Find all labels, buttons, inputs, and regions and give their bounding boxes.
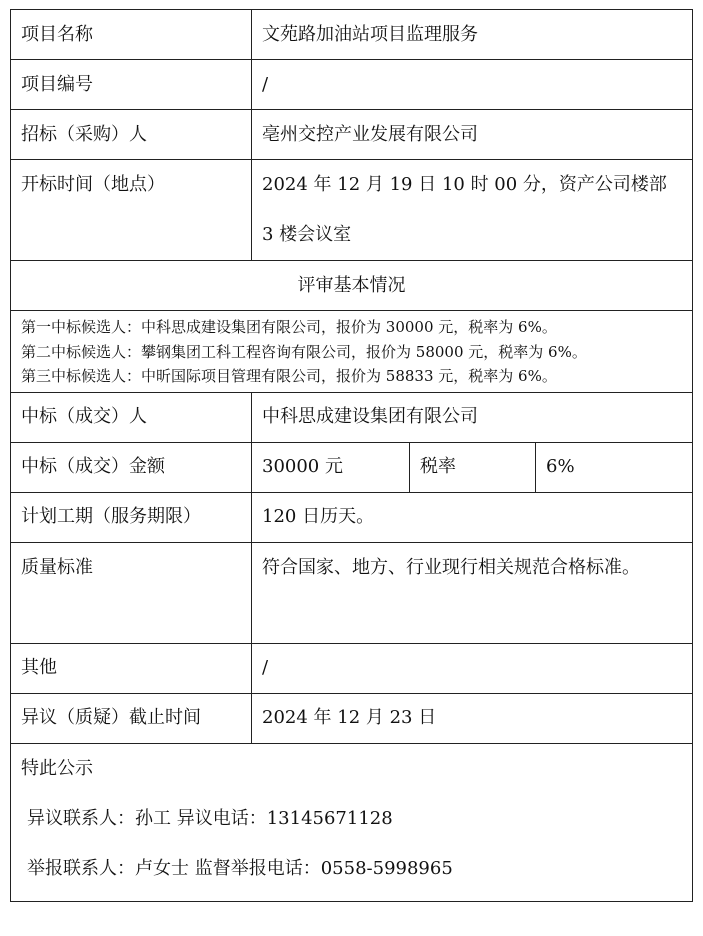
tenderer-label: 招标（采购）人 xyxy=(11,110,252,160)
row-winner xyxy=(11,392,693,442)
row-project-no xyxy=(11,60,693,110)
tax-value: 6% xyxy=(536,442,693,492)
opening-label: 开标时间（地点） xyxy=(11,160,252,261)
row-amount xyxy=(11,442,693,492)
amount-label: 中标（成交）金额 xyxy=(11,442,252,492)
row-notice xyxy=(11,743,693,901)
row-project-name xyxy=(11,10,693,60)
objection-contact: 异议联系人：孙工 异议电话：13145671128 xyxy=(27,807,393,829)
quality-value: 符合国家、地方、行业现行相关规范合格标准。 xyxy=(252,542,693,643)
report-contact: 举报联系人：卢女士 监督举报电话：0558-5998965 xyxy=(27,857,453,879)
row-other xyxy=(11,643,693,693)
row-review-title xyxy=(11,261,693,311)
winner-value: 中科思成建设集团有限公司 xyxy=(252,392,693,442)
other-label: 其他 xyxy=(11,643,252,693)
tenderer-value: 亳州交控产业发展有限公司 xyxy=(252,110,693,160)
row-candidates xyxy=(11,311,693,393)
project-no-value: / xyxy=(252,60,693,110)
row-opening xyxy=(11,160,693,261)
notice-cell xyxy=(11,743,693,901)
candidate-third: 第三中标候选人：中昕国际项目管理有限公司，报价为 58833 元，税率为 6%。 xyxy=(21,367,557,385)
project-name-label: 项目名称 xyxy=(11,10,252,60)
notice-title: 特此公示 xyxy=(21,757,93,779)
row-quality xyxy=(11,542,693,643)
project-name-value: 文苑路加油站项目监理服务 xyxy=(252,10,693,60)
other-value: / xyxy=(252,643,693,693)
objection-deadline-value: 2024 年 12 月 23 日 xyxy=(252,693,693,743)
tax-label: 税率 xyxy=(410,442,536,492)
row-objection-deadline xyxy=(11,693,693,743)
review-title: 评审基本情况 xyxy=(11,261,693,311)
candidate-first: 第一中标候选人：中科思成建设集团有限公司，报价为 30000 元，税率为 6%。 xyxy=(21,318,557,336)
row-period xyxy=(11,492,693,542)
candidates-cell xyxy=(11,311,693,393)
quality-label: 质量标准 xyxy=(11,542,252,643)
announcement-table-wrapper xyxy=(10,9,692,902)
candidate-second: 第二中标候选人：攀钢集团工科工程咨询有限公司，报价为 58000 元，税率为 6%。 xyxy=(21,342,587,361)
opening-value: 2024 年 12 月 19 日 10 时 00 分，资产公司楼部 3 楼会议室 xyxy=(252,160,693,261)
objection-deadline-label: 异议（质疑）截止时间 xyxy=(11,693,252,743)
period-label: 计划工期（服务期限） xyxy=(11,492,252,542)
project-no-label: 项目编号 xyxy=(11,60,252,110)
period-value: 120 日历天。 xyxy=(252,492,693,542)
amount-value: 30000 元 xyxy=(252,442,410,492)
announcement-table xyxy=(10,9,693,902)
row-tenderer xyxy=(11,110,693,160)
winner-label: 中标（成交）人 xyxy=(11,392,252,442)
